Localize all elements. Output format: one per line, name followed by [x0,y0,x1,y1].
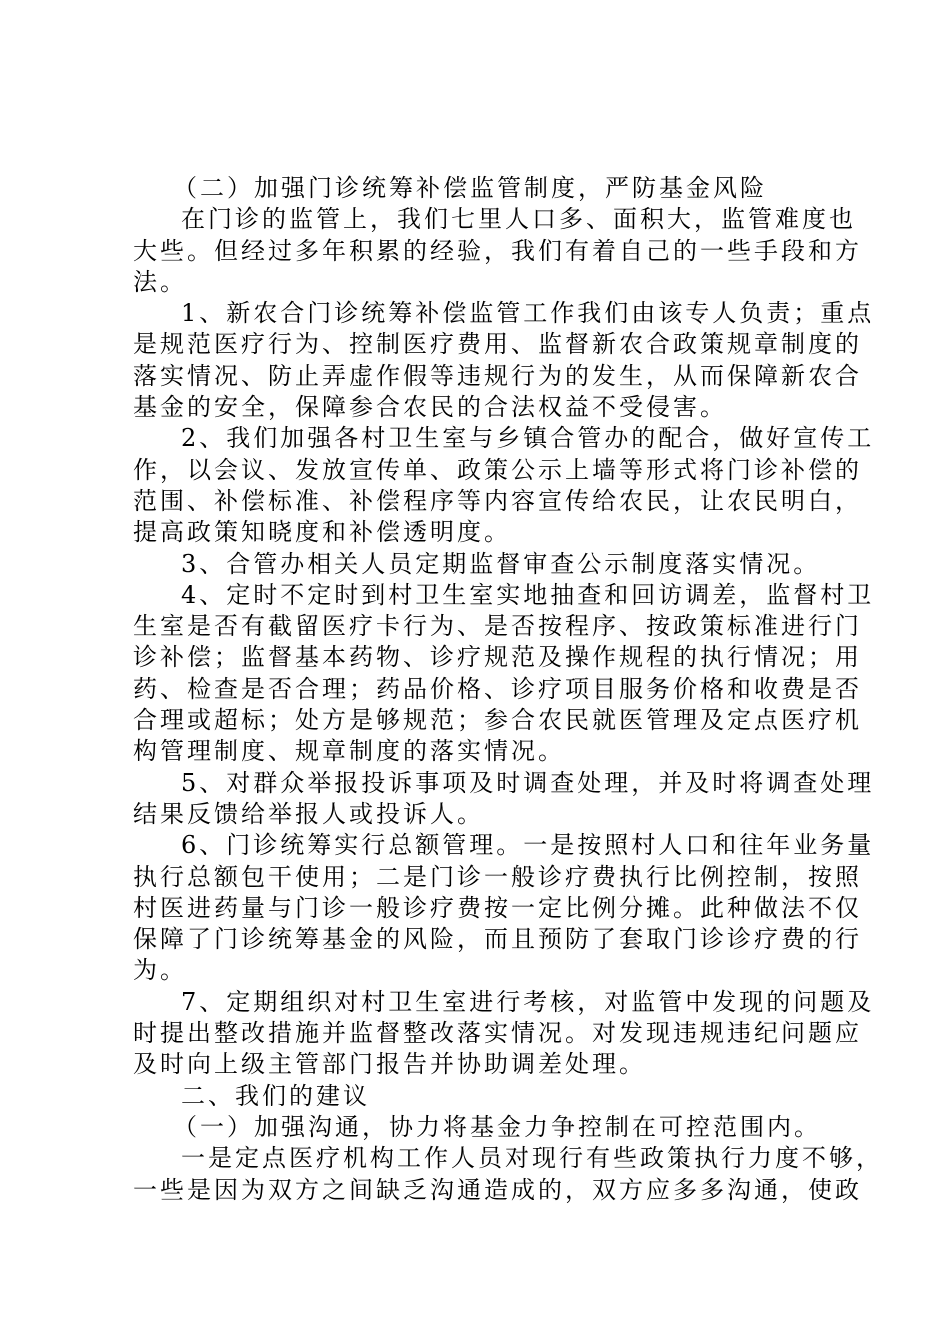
text-line: 6、门诊统筹实行总额管理。一是按照村人口和往年业务量 [181,831,875,860]
text-line: 在门诊的监管上，我们七里人口多、面积大，监管难度也 [181,205,856,234]
text-line: 生室是否有截留医疗卡行为、是否按程序、按政策标准进行门 [133,612,862,641]
text-line: 7、定期组织对村卫生室进行考核，对监管中发现的问题及 [181,987,875,1016]
text-line: 范围、补偿标准、补偿程序等内容宣传给农民，让农民明白， [133,486,862,515]
text-line: 提高政策知晓度和补偿透明度。 [133,518,511,547]
text-line: 大些。但经过多年积累的经验，我们有着自己的一些手段和方 [133,236,862,265]
text-line: 法。 [133,267,187,296]
text-line: 药、检查是否合理；药品价格、诊疗项目服务价格和收费是否 [133,674,862,703]
text-line: 一是定点医疗机构工作人员对现行有些政策执行力度不够， [181,1144,883,1173]
text-line: 时提出整改措施并监督整改落实情况。对发现违规违纪问题应 [133,1019,862,1048]
text-line: 二、我们的建议 [181,1081,370,1110]
document-body [133,173,883,1206]
text-line: 合理或超标；处方是够规范；参合农民就医管理及定点医疗机 [133,706,862,735]
text-line: 3、合管办相关人员定期监督审查公示制度落实情况。 [181,549,821,578]
text-line: 及时向上级主管部门报告并协助调差处理。 [133,1050,646,1079]
text-line: 是规范医疗行为、控制医疗费用、监督新农合政策规章制度的 [133,330,862,359]
text-line: 为。 [133,956,187,985]
text-line: 保障了门诊统筹基金的风险，而且预防了套取门诊诊疗费的行 [133,925,862,954]
text-line: 5、对群众举报投诉事项及时调查处理，并及时将调查处理 [181,768,875,797]
text-line: 2、我们加强各村卫生室与乡镇合管办的配合，做好宣传工 [181,424,875,453]
text-line: 1、新农合门诊统筹补偿监管工作我们由该专人负责；重点 [181,299,875,328]
text-line: 构管理制度、规章制度的落实情况。 [133,737,565,766]
text-line: （一）加强沟通，协力将基金力争控制在可控范围内。 [173,1112,821,1141]
text-line: （二）加强门诊统筹补偿监管制度，严防基金风险 [173,174,767,202]
text-line: 执行总额包干使用；二是门诊一般诊疗费执行比例控制，按照 [133,862,862,891]
text-line: 4、定时不定时到村卫生室实地抽查和回访调差，监督村卫 [181,580,875,609]
text-line: 基金的安全，保障参合农民的合法权益不受侵害。 [133,393,727,422]
text-line: 结果反馈给举报人或投诉人。 [133,799,484,828]
text-line: 作，以会议、发放宣传单、政策公示上墙等形式将门诊补偿的 [133,455,862,484]
text-line: 诊补偿；监督基本药物、诊疗规范及操作规程的执行情况；用 [133,643,862,672]
text-line: 落实情况、防止弄虚作假等违规行为的发生，从而保障新农合 [133,361,862,390]
text-line: 村医进药量与门诊一般诊疗费按一定比例分摊。此种做法不仅 [133,893,862,922]
text-line: 一些是因为双方之间缺乏沟通造成的，双方应多多沟通，使政 [133,1175,862,1204]
